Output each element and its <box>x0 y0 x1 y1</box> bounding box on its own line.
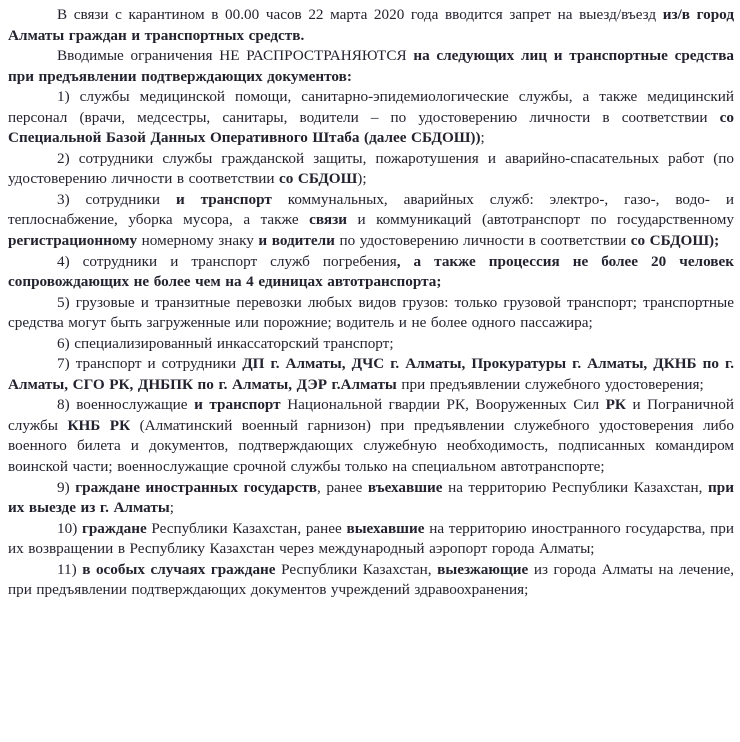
text-run: коммунальных, аварийных служб: электро-, газо-, водо- и теплоснабжение, уборка мусора, а также <box>8 190 734 229</box>
text-run: ; <box>169 499 174 517</box>
text-run: ); <box>357 170 367 188</box>
text-run: номерному знаку <box>137 232 259 250</box>
text-run-bold: въехавшие <box>367 478 443 496</box>
text-run: по удостоверению личности в соответствии <box>334 232 631 250</box>
text-run: Национальной гвардии РК, Вооруженных Сил <box>280 396 606 414</box>
paragraph-12 <box>8 519 734 560</box>
text-run-bold: выехавшие <box>346 519 425 537</box>
text-run-bold: ДП г. Алматы, ДЧС г. Алматы, Прокуратуры г. Алматы, ДКНБ по г. Алматы, СГО РК, ДНБПК по г. Алматы, ДЭР г.Алматы <box>8 355 734 393</box>
paragraph-4 <box>8 149 734 190</box>
text-run: и Пограничной службы <box>8 396 734 434</box>
text-run: 5) грузовые и транзитные перевозки любых видов грузов: только грузовой транспорт; транспортные средства могут быть загруженные или порожние; водитель и не более одного пассажира; <box>8 293 734 332</box>
document-body <box>8 5 734 601</box>
text-run-bold: со СБДОШ); <box>630 232 720 250</box>
paragraph-11 <box>8 478 734 519</box>
text-run-bold: связи <box>309 211 347 229</box>
text-run-bold: и водители <box>258 232 335 250</box>
text-run: ; <box>480 129 485 147</box>
text-run-bold: регистрационному <box>8 232 138 250</box>
text-run: Республики Казахстан, ранее <box>146 519 347 537</box>
text-run: 1) службы медицинской помощи, санитарно-эпидемиологические службы, а также медицинский персонал (врачи, медсестры, санитары, водители – по удостоверению личности в соответствии <box>8 88 734 126</box>
paragraph-3 <box>8 87 734 149</box>
text-run: 8) военнослужащие <box>57 396 195 414</box>
text-run-bold: и транспорт <box>194 396 281 414</box>
text-run: и коммуникаций (автотранспорт по государственному <box>346 211 734 229</box>
paragraph-5 <box>8 190 734 252</box>
paragraph-10 <box>8 395 734 477</box>
paragraph-6 <box>8 252 734 293</box>
text-run: 3) сотрудники <box>57 190 176 208</box>
text-run-bold: при их выезде из г. Алматы <box>8 478 734 517</box>
text-run: В связи с карантином в 00.00 часов 22 марта 2020 года вводится запрет на выезд/въезд <box>57 6 663 23</box>
text-run: 6) специализированный инкассаторский транспорт; <box>57 334 394 352</box>
text-run-bold: со СБДОШ <box>279 170 358 188</box>
text-run-bold: и транспорт <box>175 190 272 208</box>
text-run: из города Алматы на лечение, при предъявлении подтверждающих документов учреждений здравоохранения; <box>8 560 734 599</box>
text-run-bold: КНБ РК <box>67 416 131 434</box>
text-run-bold: РК <box>605 396 626 414</box>
text-run-bold: из/в город Алматы граждан и транспортных средств. <box>8 6 734 44</box>
paragraph-1 <box>8 5 734 46</box>
paragraph-13 <box>8 560 734 601</box>
paragraph-9 <box>8 354 734 395</box>
text-run: 4) сотрудники и транспорт служб погребения <box>57 252 397 270</box>
text-run-bold: на следующих лиц и транспортные средства при предъявлении подтверждающих документов: <box>8 47 734 85</box>
text-run: 2) сотрудники службы гражданской защиты, пожаротушения и аварийно-спасательных работ (по удостоверению личности в соответствии <box>8 149 734 188</box>
text-run: 10) <box>57 519 82 537</box>
text-run: при предъявлении служебного удостоверения; <box>396 375 704 393</box>
text-run-bold: в особых случаях граждане <box>82 560 276 578</box>
text-run-bold: выезжающие <box>437 560 529 578</box>
text-run: 7) транспорт и сотрудники <box>57 355 243 373</box>
text-run: на территорию Республики Казахстан, <box>442 478 709 496</box>
text-run: 9) <box>57 478 76 496</box>
paragraph-8 <box>8 334 734 355</box>
text-run: на территорию иностранного государства, при их возвращении в Республику Казахстан через международный аэропорт города Алматы; <box>8 519 734 558</box>
text-run-bold: , а также процессия не более 20 человек сопровождающих не более чем на 4 единицах автотранспорта; <box>8 252 734 291</box>
text-run-bold: граждане <box>81 519 147 537</box>
text-run: (Алматинский военный гарнизон) при предъявлении служебного удостоверения либо военного билета и документов, подтверждающих служебную необходимость, подписанных командиром воинской части; военнослужащие срочной службы только на специальном автотранспорте; <box>8 416 734 476</box>
text-run-bold: со Специальной Базой Данных Оперативного Штаба (далее СБДОШ)) <box>8 108 734 147</box>
text-run: 11) <box>57 560 83 578</box>
text-run-bold: граждане иностранных государств <box>75 478 317 496</box>
paragraph-2 <box>8 46 734 87</box>
paragraph-7 <box>8 293 734 334</box>
text-run: Республики Казахстан, <box>275 560 438 578</box>
text-run: Вводимые ограничения НЕ РАСПРОСТРАНЯЮТСЯ <box>57 47 414 65</box>
text-run: , ранее <box>317 478 368 496</box>
